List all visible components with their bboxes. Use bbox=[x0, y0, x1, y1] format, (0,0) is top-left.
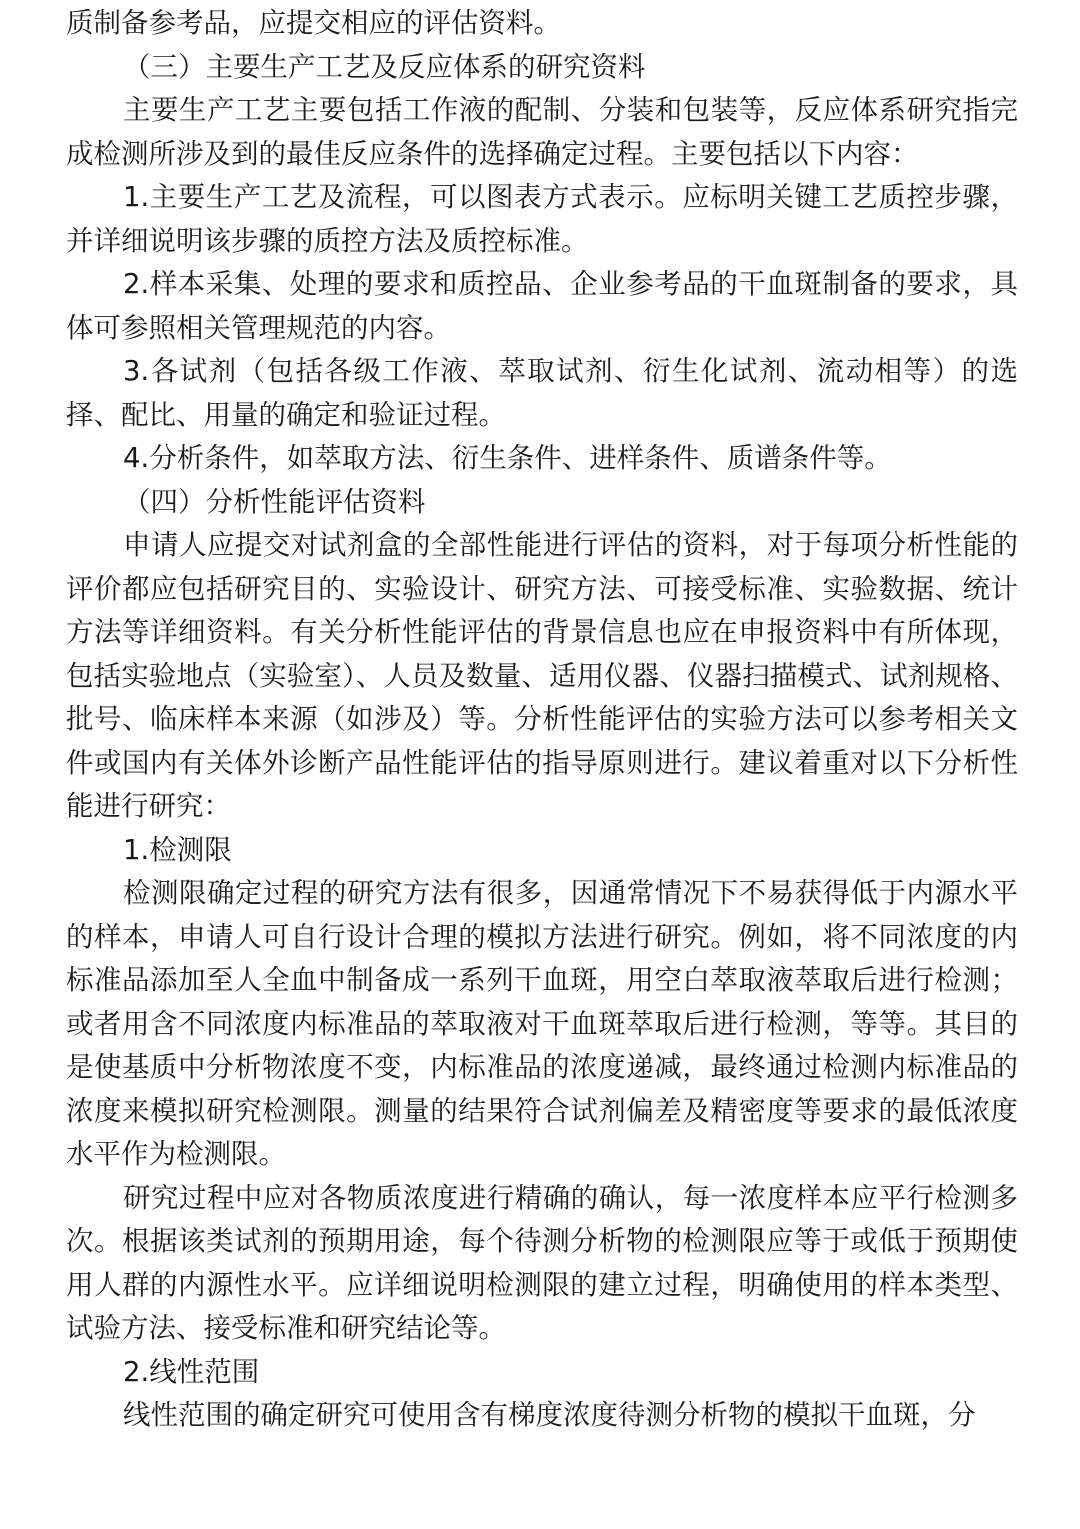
section-heading-3: （三）主要生产工艺及反应体系的研究资料 bbox=[123, 50, 646, 83]
paragraph-detection-limit-process: 研究过程中应对各物质浓度进行精确的确认，每一浓度样本应平行检测多次。根据该类试剂的预期用途，每个待测分析物的检测限应等于或低于预期使用人群的内源性水平。应详细说明检测限的建立过程，明确使用的样本类型、试验方法、接受标准和研究结论等。 bbox=[66, 1181, 1018, 1344]
paragraph-detection-limit-method: 检测限确定过程的研究方法有很多，因通常情况下不易获得低于内源水平的样本，申请人可自行设计合理的模拟方法进行研究。例如，将不同浓度的内标准品添加至人全血中制备成一系列干血斑，用空白萃取液萃取后进行检测；或者用含不同浓度内标准品的萃取液对干血斑萃取后进行检测，等等。其目的是使基质中分析物浓度不变，内标准品的浓度递减，最终通过检测内标准品的浓度来模拟研究检测限。测量的结果符合试剂偏差及精密度等要求的最低浓度水平作为检测限。 bbox=[66, 877, 1018, 1170]
paragraph-item-2: 2.样本采集、处理的要求和质控品、企业参考品的干血斑制备的要求，具体可参照相关管理规范的内容。 bbox=[66, 268, 1018, 344]
subheading-linear-range: 2.线性范围 bbox=[123, 1355, 260, 1388]
paragraph-continuation: 质制备参考品，应提交相应的评估资料。 bbox=[66, 7, 561, 39]
paragraph-linear-range: 线性范围的确定研究可使用含有梯度浓度待测分析物的模拟干血斑，分 bbox=[123, 1399, 976, 1431]
paragraph-process-intro: 主要生产工艺主要包括工作液的配制、分装和包装等，反应体系研究指完成检测所涉及到的最佳反应条件的选择确定过程。主要包括以下内容： bbox=[66, 94, 1018, 170]
subheading-detection-limit: 1.检测限 bbox=[123, 833, 232, 866]
paragraph-item-3: 3.各试剂（包括各级工作液、萃取试剂、衍生化试剂、流动相等）的选择、配比、用量的确定和验证过程。 bbox=[66, 355, 1018, 431]
section-heading-4: （四）分析性能评估资料 bbox=[123, 485, 426, 518]
paragraph-item-1: 1.主要生产工艺及流程，可以图表方式表示。应标明关键工艺质控步骤，并详细说明该步骤的质控方法及质控标准。 bbox=[66, 181, 1018, 257]
document-page bbox=[66, 2, 1018, 1438]
paragraph-item-4: 4.分析条件，如萃取方法、衍生条件、进样条件、质谱条件等。 bbox=[123, 442, 892, 474]
paragraph-performance-intro: 申请人应提交对试剂盒的全部性能进行评估的资料，对于每项分析性能的评价都应包括研究目的、实验设计、研究方法、可接受标准、实验数据、统计方法等详细资料。有关分析性能评估的背景信息也应在申报资料中有所体现，包括实验地点（实验室）、人员及数量、适用仪器、仪器扫描模式、试剂规格、批号、临床样本来源（如涉及）等。分析性能评估的实验方法可以参考相关文件或国内有关体外诊断产品性能评估的指导原则进行。建议着重对以下分析性能进行研究： bbox=[66, 529, 1018, 822]
